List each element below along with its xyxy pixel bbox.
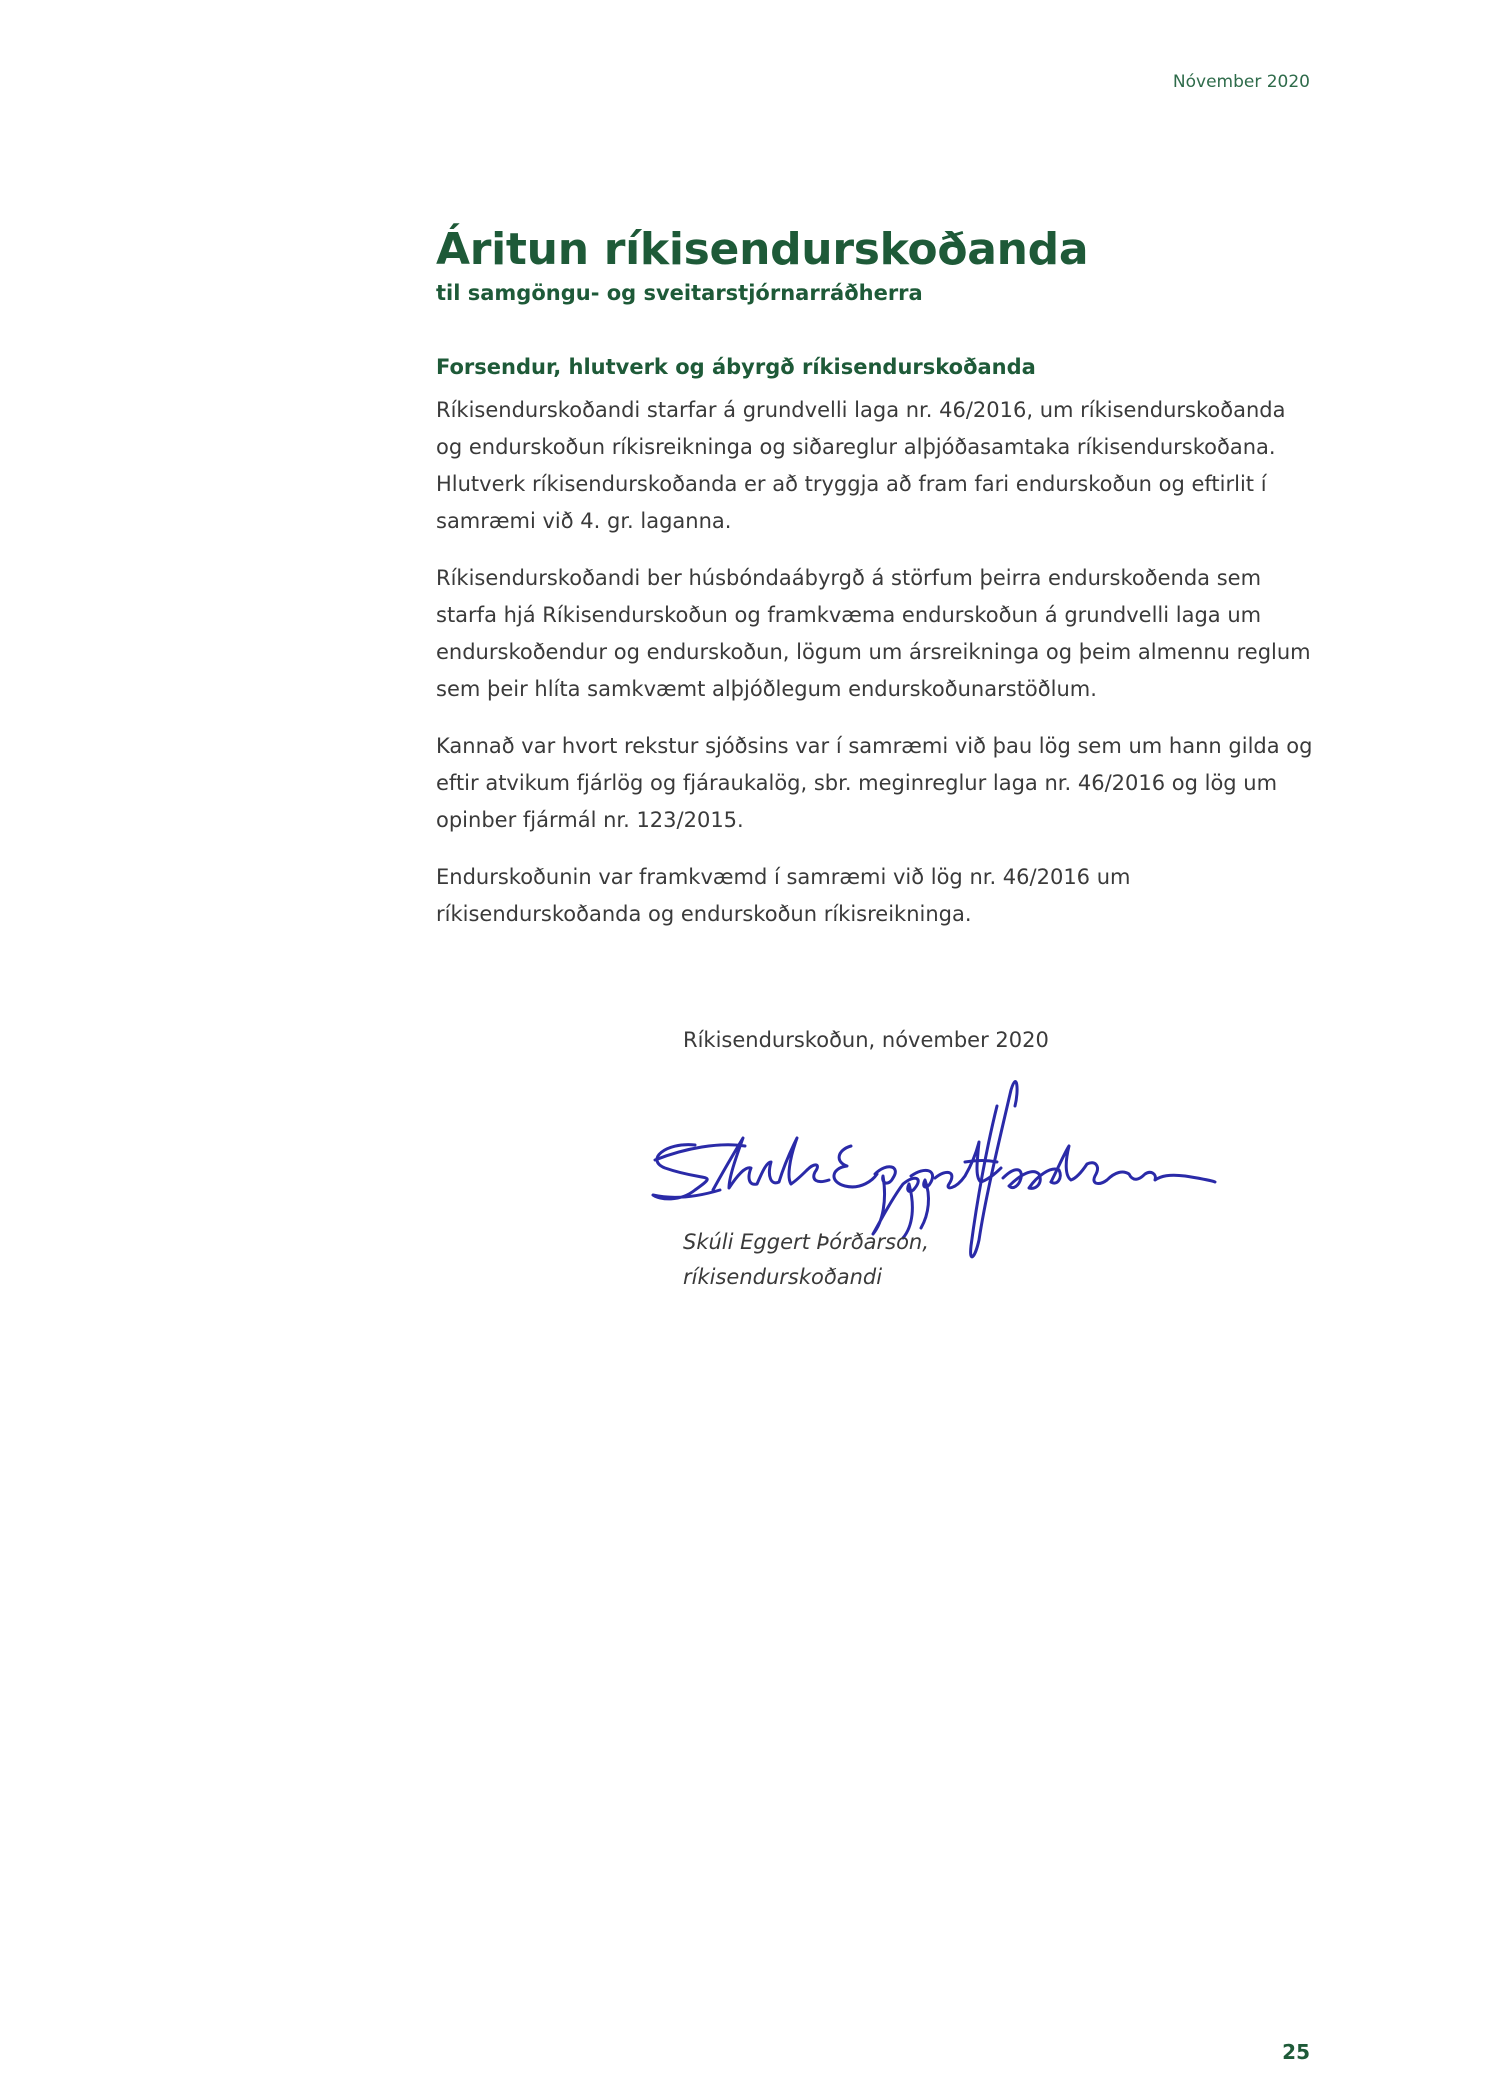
signature-block bbox=[683, 1028, 1323, 1308]
page-title: Áritun ríkisendurskoðanda bbox=[436, 224, 1089, 275]
section-heading: Forsendur, hlutverk og ábyrgð ríkisendurskoðanda bbox=[436, 355, 1036, 379]
header-date: Nóvember 2020 bbox=[1172, 72, 1310, 92]
paragraph-1: Ríkisendurskoðandi starfar á grundvelli laga nr. 46/2016, um ríkisendurskoðanda og endurskoðun ríkisreikninga og siðareglur alþjóðasamtaka ríkisendurskoðana. Hlutverk ríkisendurskoðanda er að tryggja að fram fari endurskoðun og eftirlit í samræmi við 4. gr. laganna. bbox=[436, 398, 1286, 533]
document-body bbox=[436, 222, 1316, 953]
page-number: 25 bbox=[1282, 2040, 1310, 2064]
paragraph-2: Ríkisendurskoðandi ber húsbóndaábyrgð á störfum þeirra endurskoðenda sem starfa hjá Ríkisendurskoðun og framkvæma endurskoðun á grundvelli laga um endurskoðendur og endurskoðun, lögum um ársreikninga og þeim almennu reglum sem þeir hlíta samkvæmt alþjóðlegum endurskoðunarstöðlum. bbox=[436, 566, 1311, 701]
page-subtitle: til samgöngu- og sveitarstjórnarráðherra bbox=[436, 281, 923, 305]
signer-title: ríkisendurskoðandi bbox=[683, 1265, 883, 1289]
paragraph-4: Endurskoðunin var framkvæmd í samræmi við lög nr. 46/2016 um ríkisendurskoðanda og endurskoðun ríkisreikninga. bbox=[436, 865, 1131, 926]
signer-name: Skúli Eggert Þórðarson, bbox=[683, 1230, 929, 1254]
paragraph-3: Kannað var hvort rekstur sjóðsins var í samræmi við þau lög sem um hann gilda og eftir atvikum fjárlög og fjáraukalög, sbr. meginreglur laga nr. 46/2016 og lög um opinber fjármál nr. 123/2015. bbox=[436, 734, 1313, 832]
signature-place-date: Ríkisendurskoðun, nóvember 2020 bbox=[683, 1028, 1049, 1052]
